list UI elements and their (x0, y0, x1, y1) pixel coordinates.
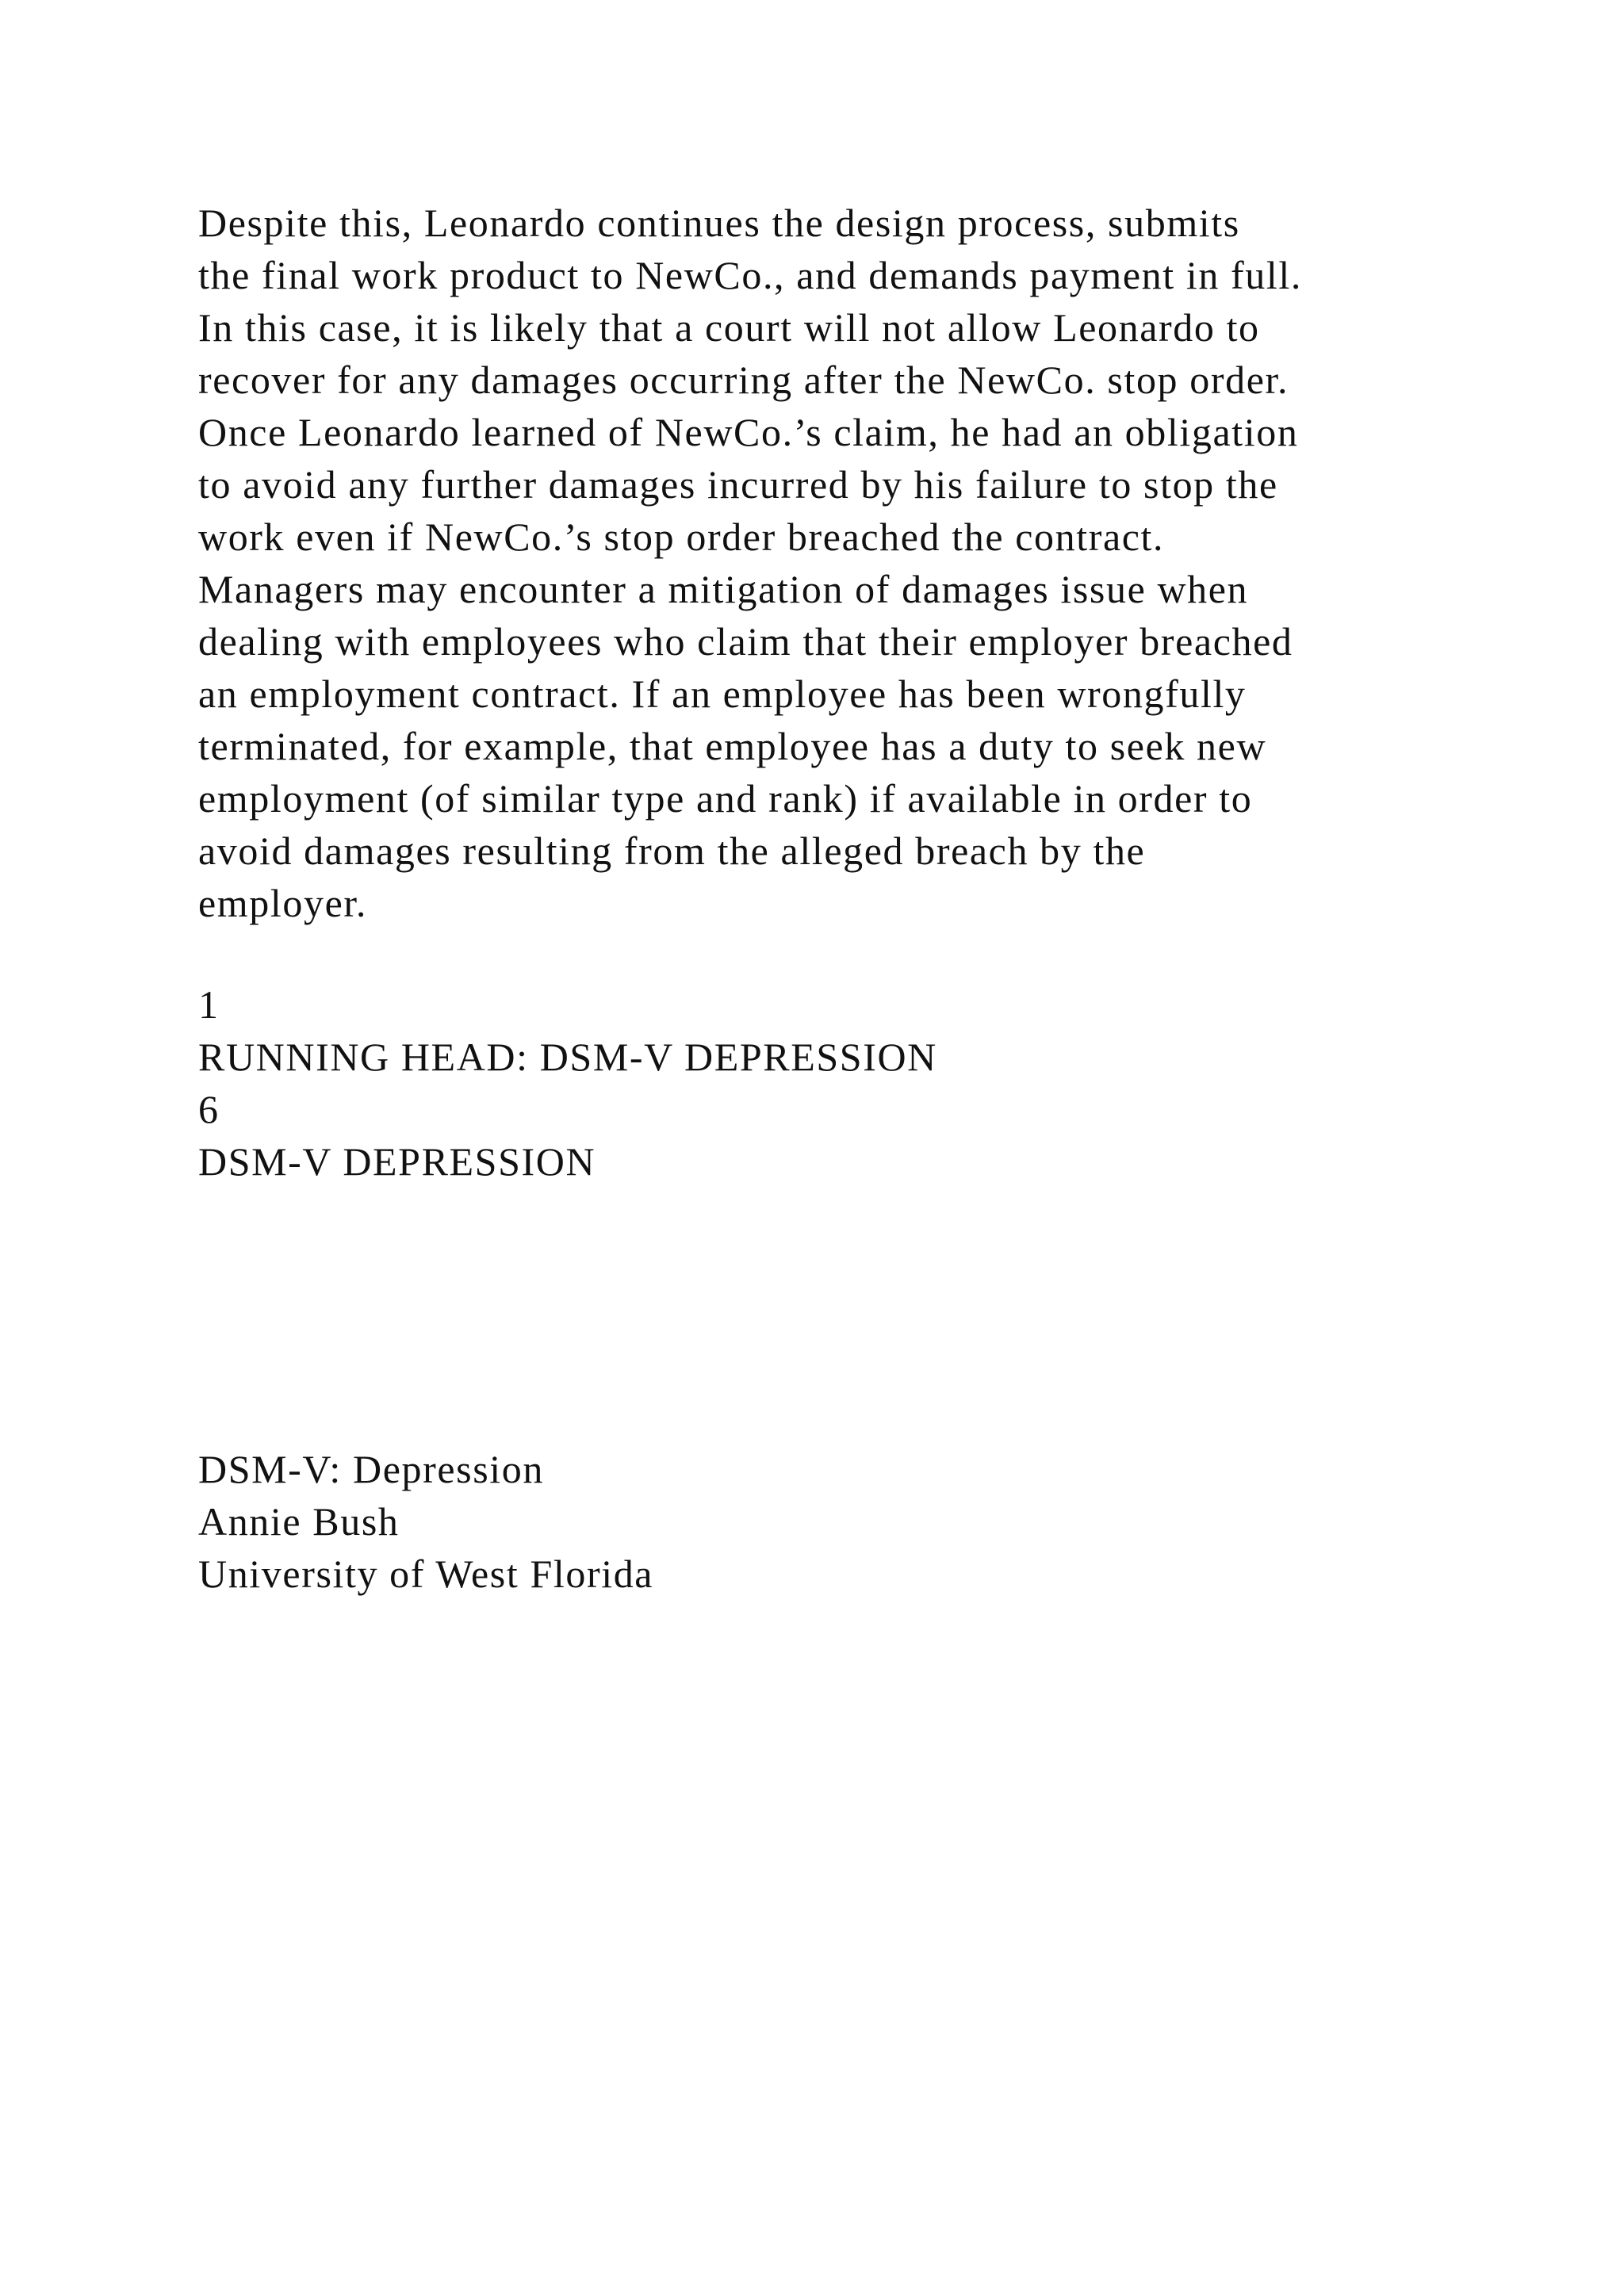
body-line: dealing with employees who claim that their employer breached (198, 619, 1293, 664)
running-header (198, 978, 937, 1188)
body-line: Despite this, Leonardo continues the design process, submits (198, 201, 1240, 245)
title-page-block (198, 1443, 653, 1600)
body-line: to avoid any further damages incurred by his failure to stop the (198, 462, 1278, 507)
body-line: work even if NewCo.’s stop order breached the contract. (198, 515, 1165, 559)
body-line: avoid damages resulting from the alleged breach by the (198, 828, 1146, 873)
body-line: Once Leonardo learned of NewCo.’s claim, he had an obligation (198, 410, 1299, 454)
body-line: recover for any damages occurring after the NewCo. stop order. (198, 358, 1289, 402)
author-name: Annie Bush (198, 1499, 400, 1544)
body-line: In this case, it is likely that a court will not allow Leonardo to (198, 305, 1260, 350)
body-line: terminated, for example, that employee has a duty to seek new (198, 724, 1267, 768)
paper-title: DSM-V: Depression (198, 1447, 544, 1491)
body-line: employer. (198, 881, 367, 925)
body-paragraph (198, 197, 1302, 929)
body-line: an employment contract. If an employee has been wrongfully (198, 672, 1247, 716)
body-line: Managers may encounter a mitigation of damages issue when (198, 567, 1249, 611)
body-line: the final work product to NewCo., and demands payment in full. (198, 253, 1302, 297)
body-line: employment (of similar type and rank) if available in order to (198, 776, 1253, 821)
page-number: 6 (198, 1087, 220, 1131)
short-title: DSM-V DEPRESSION (198, 1139, 596, 1184)
running-head: RUNNING HEAD: DSM-V DEPRESSION (198, 1035, 937, 1079)
institution-name: University of West Florida (198, 1552, 654, 1596)
page-number: 1 (198, 982, 220, 1027)
